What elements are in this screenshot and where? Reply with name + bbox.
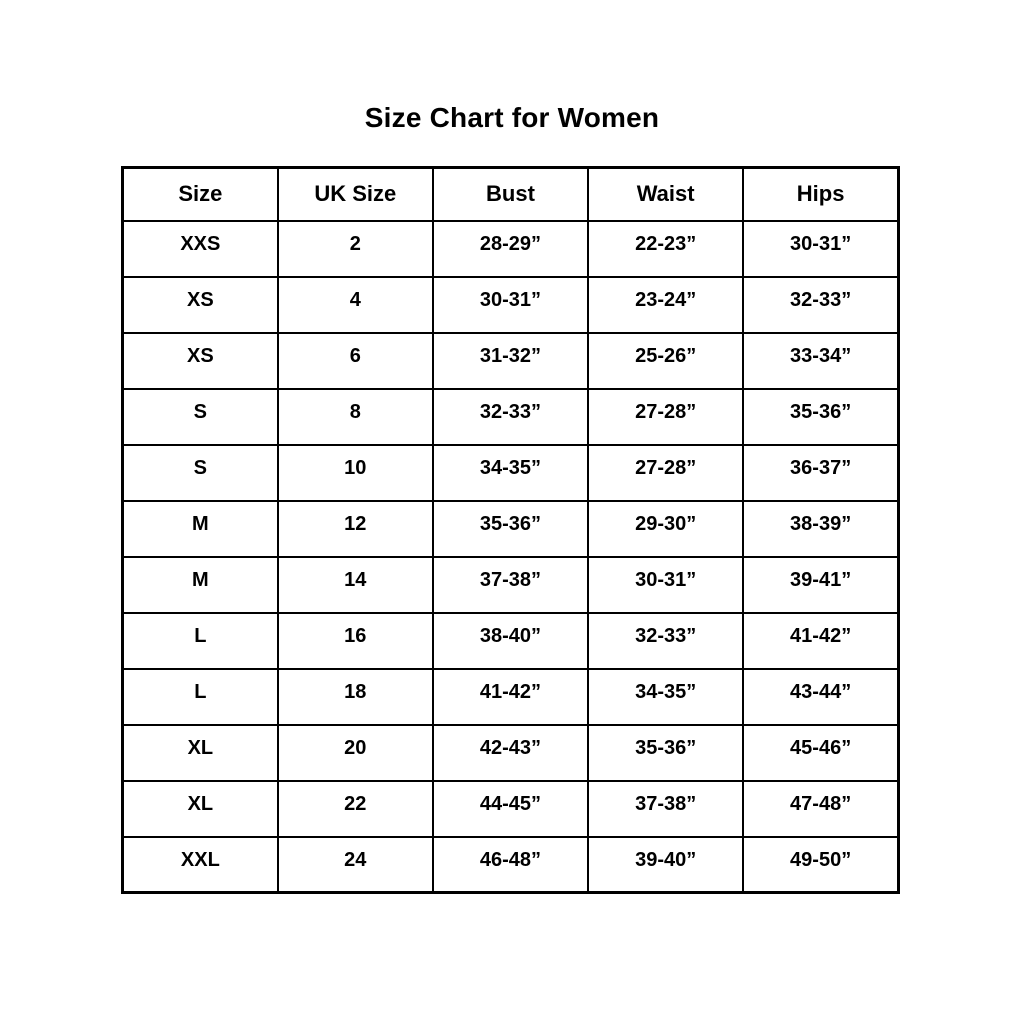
table-cell: 29-30” xyxy=(588,501,743,557)
table-cell: 35-36” xyxy=(588,725,743,781)
table-cell: 37-38” xyxy=(588,781,743,837)
table-header-cell: Waist xyxy=(588,168,743,221)
table-cell: 32-33” xyxy=(433,389,588,445)
table-cell: S xyxy=(123,389,278,445)
table-cell: 30-31” xyxy=(588,557,743,613)
table-cell: 49-50” xyxy=(743,837,898,893)
table-cell: 38-40” xyxy=(433,613,588,669)
table-cell: 39-41” xyxy=(743,557,898,613)
table-cell: 23-24” xyxy=(588,277,743,333)
table-header-cell: Bust xyxy=(433,168,588,221)
table-cell: 43-44” xyxy=(743,669,898,725)
table-cell: XL xyxy=(123,781,278,837)
table-cell: 37-38” xyxy=(433,557,588,613)
table-row xyxy=(123,725,899,781)
table-cell: 31-32” xyxy=(433,333,588,389)
table-cell: M xyxy=(123,557,278,613)
table-row xyxy=(123,221,899,277)
table-cell: 10 xyxy=(278,445,433,501)
table-cell: 14 xyxy=(278,557,433,613)
table-row xyxy=(123,277,899,333)
table-cell: 22 xyxy=(278,781,433,837)
table-cell: 44-45” xyxy=(433,781,588,837)
table-cell: 18 xyxy=(278,669,433,725)
table-cell: 35-36” xyxy=(433,501,588,557)
table-cell: 36-37” xyxy=(743,445,898,501)
table-row xyxy=(123,389,899,445)
table-row xyxy=(123,501,899,557)
table-header-cell: UK Size xyxy=(278,168,433,221)
table-cell: 12 xyxy=(278,501,433,557)
table-header-row xyxy=(123,168,899,221)
table-cell: 4 xyxy=(278,277,433,333)
table-row xyxy=(123,669,899,725)
table-cell: 25-26” xyxy=(588,333,743,389)
table-cell: L xyxy=(123,669,278,725)
table-head xyxy=(123,168,899,221)
table-cell: 41-42” xyxy=(433,669,588,725)
table-cell: 47-48” xyxy=(743,781,898,837)
table-body xyxy=(123,221,899,893)
table-row xyxy=(123,333,899,389)
table-cell: 6 xyxy=(278,333,433,389)
table-cell: XS xyxy=(123,333,278,389)
table-cell: M xyxy=(123,501,278,557)
table-row xyxy=(123,781,899,837)
table-cell: 30-31” xyxy=(743,221,898,277)
table-cell: 34-35” xyxy=(433,445,588,501)
table-cell: 32-33” xyxy=(743,277,898,333)
table-cell: 38-39” xyxy=(743,501,898,557)
table-cell: 22-23” xyxy=(588,221,743,277)
table-cell: 34-35” xyxy=(588,669,743,725)
table-cell: 33-34” xyxy=(743,333,898,389)
table-cell: XS xyxy=(123,277,278,333)
table-cell: XXS xyxy=(123,221,278,277)
size-chart-table xyxy=(121,166,900,894)
table-cell: 20 xyxy=(278,725,433,781)
table-cell: 2 xyxy=(278,221,433,277)
table-cell: L xyxy=(123,613,278,669)
table-cell: 8 xyxy=(278,389,433,445)
table-cell: 16 xyxy=(278,613,433,669)
table-cell: S xyxy=(123,445,278,501)
table-cell: 24 xyxy=(278,837,433,893)
table-cell: 27-28” xyxy=(588,389,743,445)
table-row xyxy=(123,837,899,893)
page-title: Size Chart for Women xyxy=(364,102,660,133)
table-row xyxy=(123,557,899,613)
table-cell: 27-28” xyxy=(588,445,743,501)
table-cell: 45-46” xyxy=(743,725,898,781)
table-cell: 42-43” xyxy=(433,725,588,781)
table-cell: 39-40” xyxy=(588,837,743,893)
table-row xyxy=(123,445,899,501)
table-header-cell: Hips xyxy=(743,168,898,221)
table-cell: 30-31” xyxy=(433,277,588,333)
table-cell: 46-48” xyxy=(433,837,588,893)
table-cell: XL xyxy=(123,725,278,781)
table-cell: 41-42” xyxy=(743,613,898,669)
table-row xyxy=(123,613,899,669)
table-cell: 28-29” xyxy=(433,221,588,277)
table-cell: XXL xyxy=(123,837,278,893)
table-header-cell: Size xyxy=(123,168,278,221)
table-cell: 32-33” xyxy=(588,613,743,669)
table-cell: 35-36” xyxy=(743,389,898,445)
